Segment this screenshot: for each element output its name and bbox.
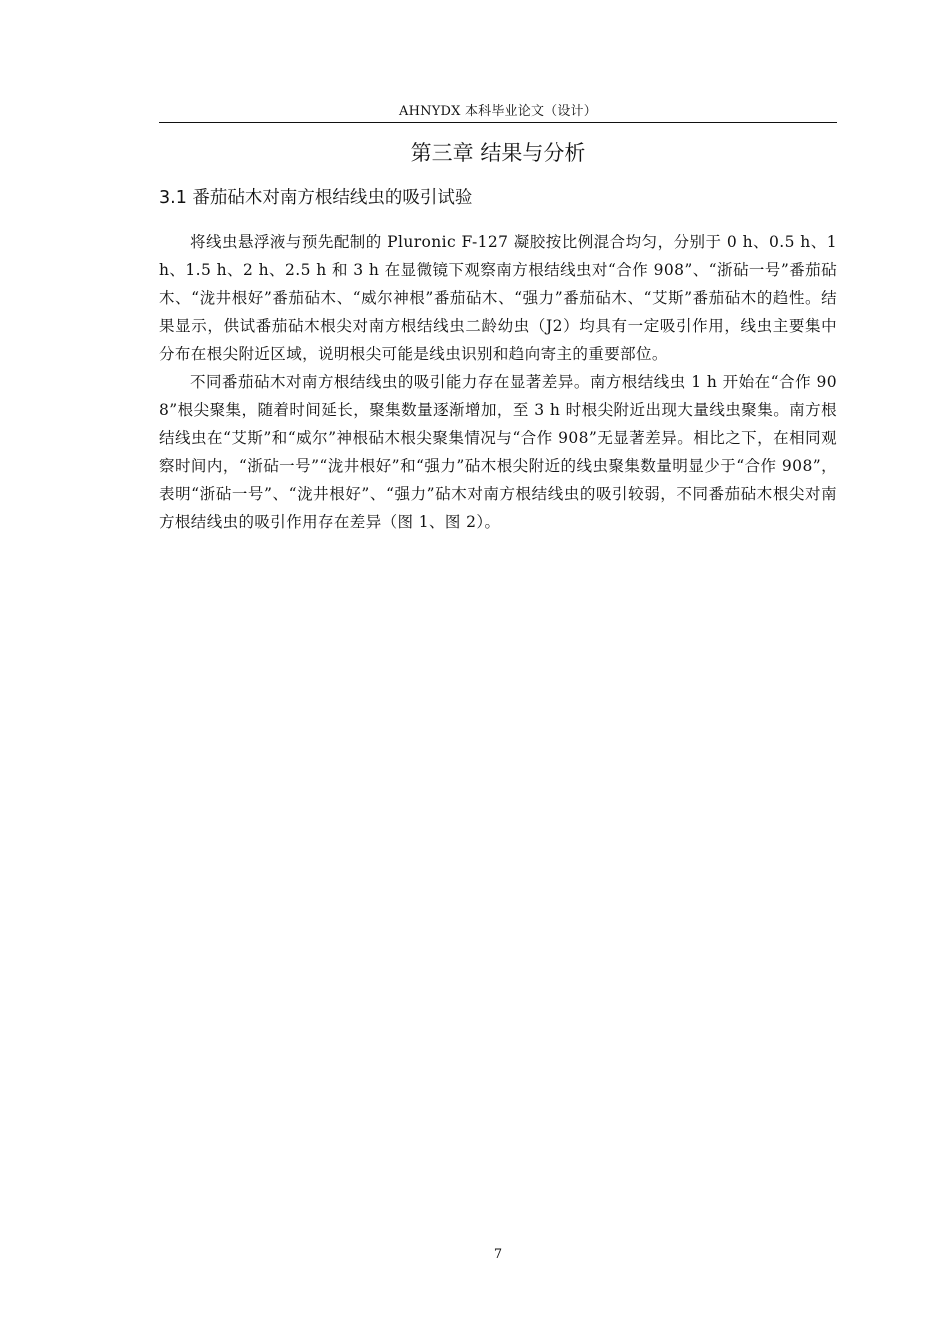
paragraph-2: 不同番茄砧木对南方根结线虫的吸引能力存在显著差异。南方根结线虫 1 h 开始在“合作 908”根尖聚集，随着时间延长，聚集数量逐渐增加，至 3 h 时根尖附近出现大量线虫聚集。南方根结线虫在“艾斯”和“威尔”神根砧木根尖聚集情况与“合作 908”无显著差异。相比之下，在相同观察时间内，“浙砧一号”“泷井根好”和“强力”砧木根尖附近的线虫聚集数量明显少于“合作 908”，表明“浙砧一号”、“泷井根好”、“强力”砧木对南方根结线虫的吸引较弱，不同番茄砧木根尖对南方根结线虫的吸引作用存在差异（图 1、图 2）。 [159,373,837,531]
body-text [159,228,837,536]
page-number: 7 [493,1247,503,1262]
paragraph-1: 将线虫悬浮液与预先配制的 Pluronic F-127 凝胶按比例混合均匀，分别于 0 h、0.5 h、1 h、1.5 h、2 h、2.5 h 和 3 h 在显微镜下观察南方根结线虫对“合作 908”、“浙砧一号”番茄砧木、“泷井根好”番茄砧木、“威尔神根”番茄砧木、“强力”番茄砧木、“艾斯”番茄砧木的趋性。结果显示，供试番茄砧木根尖对南方根结线虫二龄幼虫（J2）均具有一定吸引作用，线虫主要集中分布在根尖附近区域，说明根尖可能是线虫识别和趋向寄主的重要部位。 [159,233,837,363]
header-rule [159,122,837,123]
chapter-title: 第三章 结果与分析 [410,141,586,165]
section-title: 3.1 番茄砧木对南方根结线虫的吸引试验 [159,188,473,208]
running-header: AHNYDX 本科毕业论文（设计） [399,104,597,119]
